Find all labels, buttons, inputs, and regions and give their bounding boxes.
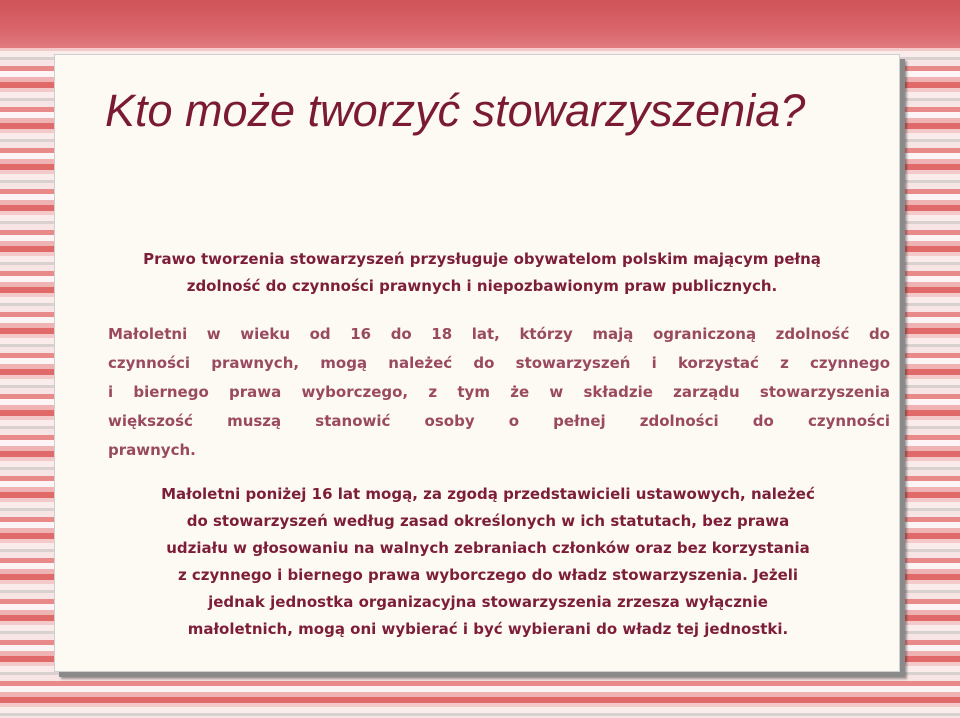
paragraph-2-line-5: prawnych. [108,441,196,459]
paragraph-3-line-5: jednak jednostka organizacyjna stowarzyszenia zrzesza wyłącznie [208,593,768,611]
paragraph-1-line-2: zdolność do czynności prawnych i niepozbawionym praw publicznych. [186,277,778,295]
paragraph-3-line-2: do stowarzyszeń według zasad określonych w ich statutach, bez prawa [186,512,790,530]
paragraph-3-line-1: Małoletni poniżej 16 lat mogą, za zgodą przedstawicieli ustawowych, należeć [161,485,815,503]
slide-title: Kto może tworzyć stowarzyszenia? [105,85,806,136]
paragraph-2-line-1: Małoletni w wieku od 16 do 18 lat, którzy mają ograniczoną zdolność do [108,325,890,343]
paragraph-3-line-3: udziału w głosowaniu na walnych zebraniach członków oraz bez korzystania [166,539,810,557]
paragraph-2-line-2: czynności prawnych, mogą należeć do stowarzyszeń i korzystać z czynnego [108,354,890,372]
paragraph-3-line-6: małoletnich, mogą oni wybierać i być wybierani do władz tej jednostki. [187,620,789,638]
paragraph-3 [70,481,906,643]
paragraph-2-line-3: i biernego prawa wyborczego, z tym że w składzie zarządu stowarzyszenia [108,383,890,401]
paragraph-2 [108,320,890,465]
paragraph-2-line-4: większość muszą stanowić osoby o pełnej zdolności do czynności [108,412,890,430]
paragraph-1 [66,246,898,300]
background-top-band [0,0,960,48]
paragraph-1-line-1: Prawo tworzenia stowarzyszeń przysługuje obywatelom polskim mającym pełną [143,250,821,268]
paragraph-3-line-4: z czynnego i biernego prawa wyborczego do władz stowarzyszenia. Jeżeli [177,566,799,584]
